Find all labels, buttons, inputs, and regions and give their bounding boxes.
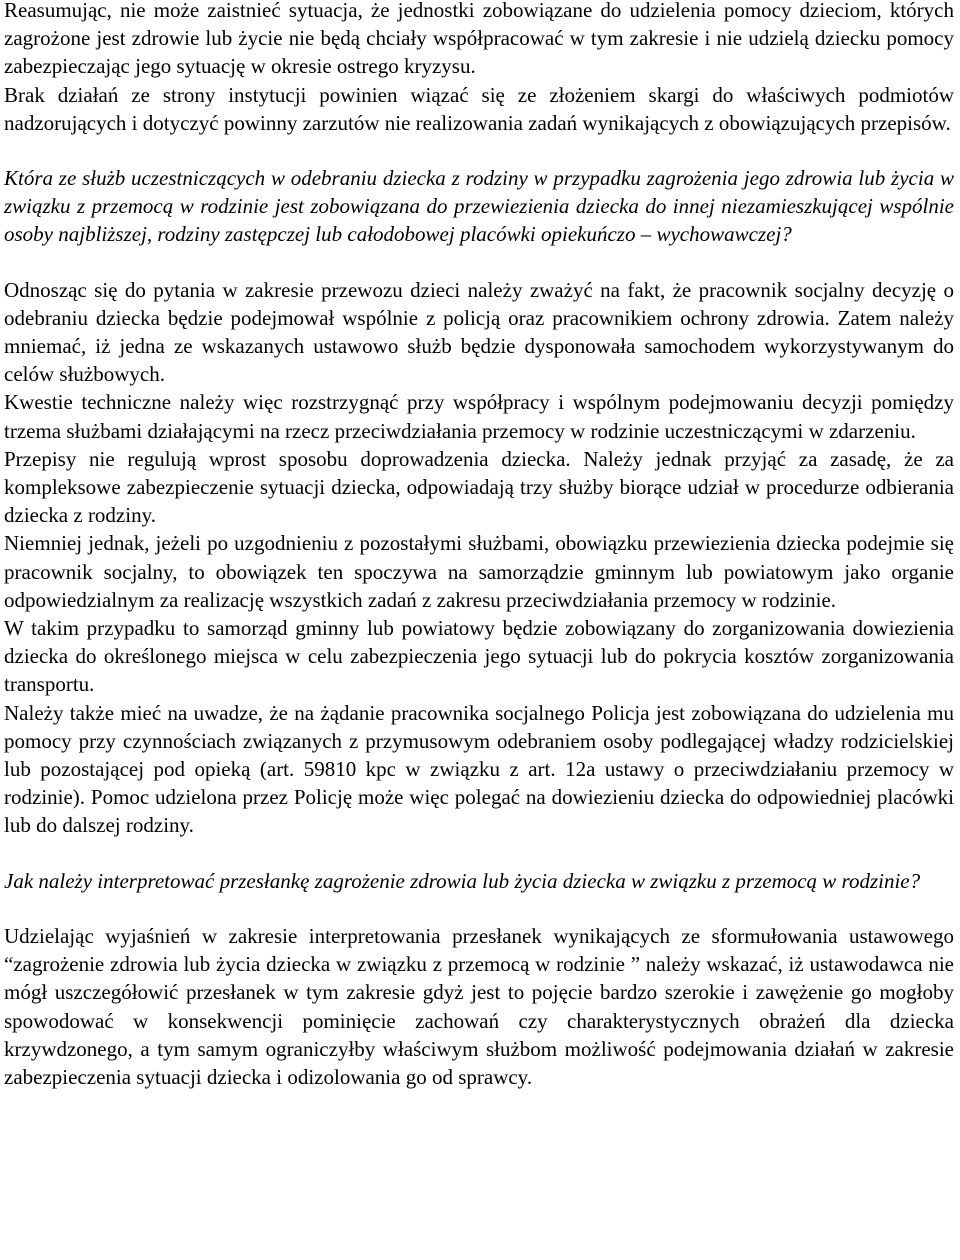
spacer (4, 137, 954, 164)
spacer (4, 840, 954, 867)
paragraph-social-worker: Niemniej jednak, jeżeli po uzgodnieniu z pozostałymi służbami, obowiązku przewiezienia dziecka podejmie się pracownik socjalny, to obowiązek ten spoczywa na samorządzie gminnym lub powiatowym jako organie odpowiedzialnym za realizację wszystkich zadań z zakresu przeciwdziałania przemocy w rodzinie. (4, 531, 954, 612)
paragraph-transport-answer: Odnosząc się do pytania w zakresie przewozu dzieci należy zważyć na fakt, że pracownik socjalny decyzję o odebraniu dziecka będzie podejmował wspólnie z policją oraz pracownikiem ochrony zdrowia. Zatem należy mniemać, iż jedna ze wskazanych ustawowo służb będzie dysponowała samochodem wykorzystywanym do celów służbowych. (4, 277, 954, 387)
paragraph-threat-interpretation-answer: Udzielając wyjaśnień w zakresie interpretowania przesłanek wynikających ze sformułowania ustawowego “zagrożenie zdrowia lub życia dziecka w związku z przemocą w rodzinie ” należy wskazać, iż ustawodawca nie mógł uszczegółowić przesłanek w tym zakresie gdyż jest to pojęcie bardzo szerokie i zawężenie go mogłoby spowodować w konsekwencji pominięcie zachowań czy charakterystycznych obrażeń dla dziecka krzywdzonego, a tym samym ograniczyłby właściwym służbom możliwość podejmowania działań w zakresie zabezpieczenia sytuacji dziecka i odizolowania go od sprawcy. (4, 923, 954, 1089)
paragraph-regulations: Przepisy nie regulują wprost sposobu doprowadzenia dziecka. Należy jednak przyjąć za zasadę, że za kompleksowe zabezpieczenie sytuacji dziecka, odpowiadają trzy służby biorące udział w procedurze odbierania dziecka z rodziny. (4, 446, 954, 528)
paragraph-lack-of-action: Brak działań ze strony instytucji powinien wiązać się ze złożeniem skargi do właściwych podmiotów nadzorujących i dotyczyć powinny zarzutów nie realizowania zadań wynikających z obowiązujących przepisów. (4, 82, 954, 135)
spacer (4, 895, 954, 922)
spacer (4, 249, 954, 276)
paragraph-technical-issues: Kwestie techniczne należy więc rozstrzygnąć przy współpracy i wspólnym podejmowaniu decyzji pomiędzy trzema służbami działającymi na rzecz przeciwdziałania przemocy w rodzinie uczestniczącymi w zdarzeniu. (4, 390, 954, 443)
paragraph-local-government: W takim przypadku to samorząd gminny lub powiatowy będzie zobowiązany do zorganizowania dowiezienia dziecka do określonego miejsca w celu zabezpieczenia jego sytuacji lub do pokrycia kosztów zorganizowania transportu. (4, 616, 954, 697)
question-transport-service: Która ze służb uczestniczących w odebraniu dziecka z rodziny w przypadku zagrożenia jego zdrowia lub życia w związku z przemocą w rodzinie jest zobowiązana do przewiezienia dziecka do innej niezamieszkującej wspólnie osoby najbliższej, rodziny zastępczej lub całodobowej placówki opiekuńczo – wychowawczej? (4, 166, 954, 247)
paragraph-police-assistance: Należy także mieć na uwadze, że na żądanie pracownika socjalnego Policja jest zobowiązana do udzielenia mu pomocy przy czynnościach związanych z przymusowym odebraniem osoby podlegającej władzy rodzicielskiej lub pozostającej pod opieką (art. 59810 kpc w związku z art. 12a ustawy o przeciwdziałaniu przemocy w rodzinie). Pomoc udzielona przez Policję może więc polegać na dowiezieniu dziecka do odpowiedniej placówki lub do dalszej rodziny. (4, 700, 954, 838)
question-threat-interpretation: Jak należy interpretować przesłankę zagrożenie zdrowia lub życia dziecka w związku z przemocą w rodzinie? (4, 868, 921, 893)
paragraph-summary: Reasumując, nie może zaistnieć sytuacja, że jednostki zobowiązane do udzielenia pomocy dzieciom, których zagrożone jest zdrowie lub życie nie będą chciały współpracować w tym zakresie i nie udzielą dziecku pomocy zabezpieczając jego sytuację w okresie ostrego kryzysu. (4, 0, 954, 79)
